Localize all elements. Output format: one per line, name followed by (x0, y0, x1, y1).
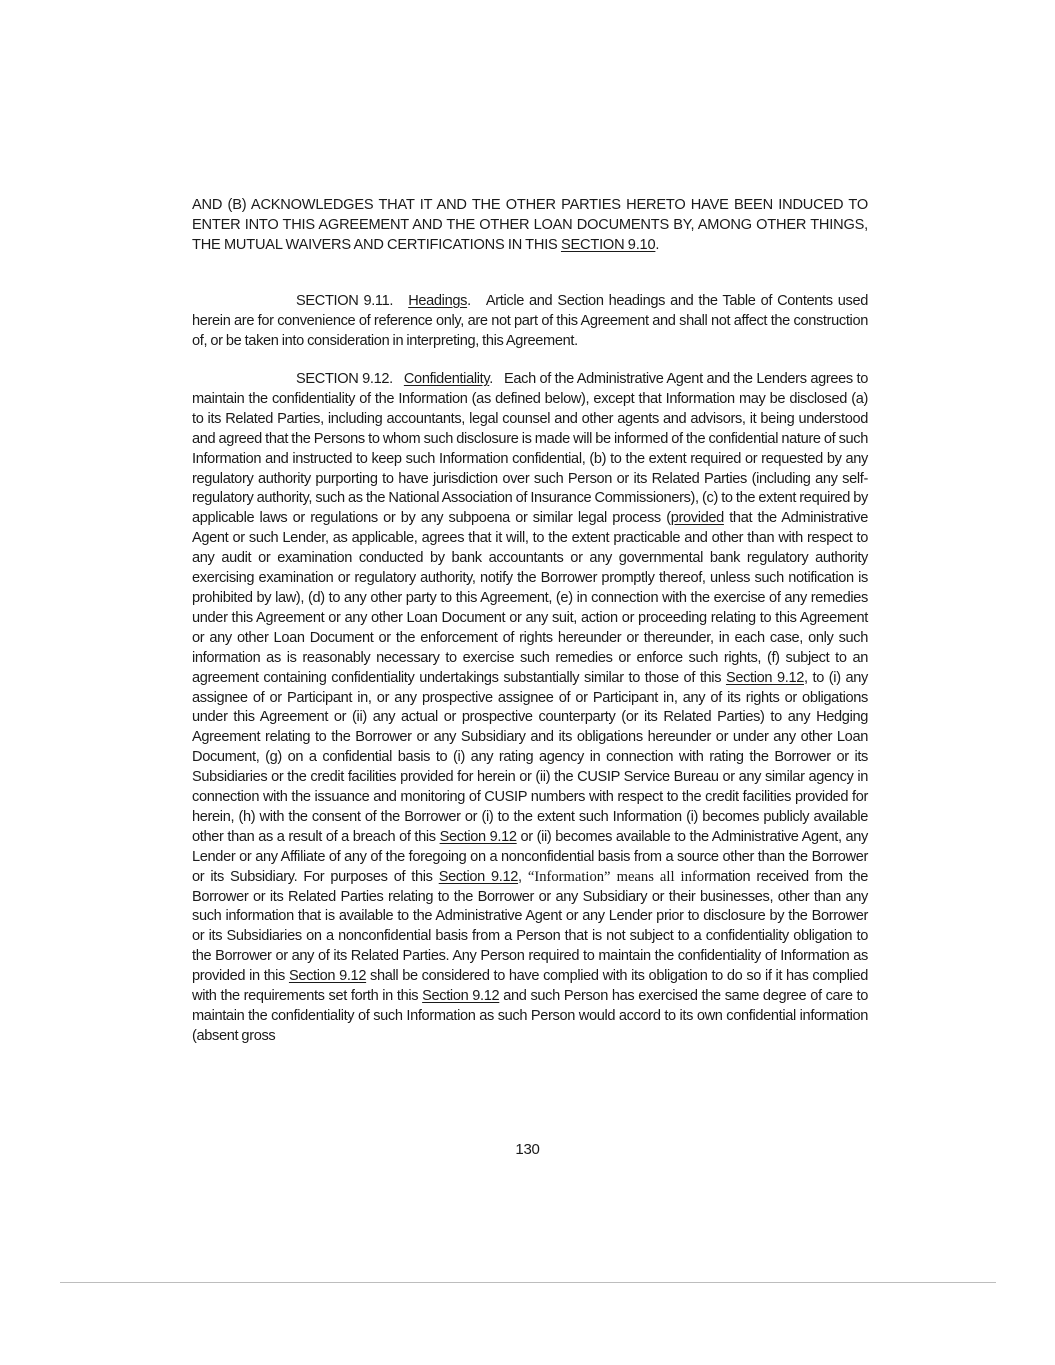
section-9-12-body-part-1: Each of the Administrative Agent and the Lenders agrees to maintain the confidentiality of the Information (as defined below), except that Information may be disclosed (a) to its Related Parties, including accountants, legal counsel and other agents and advisors, it being understood and agreed that the Persons to whom such disclosure is made will be informed of the confidential nature of such Information and instructed to keep such Information confidential, (b) to the extent required or requested by any regulatory authority purporting to have jurisdiction over such Person or its Related Parties (including any self-regulatory authority, such as the National Association of Insurance Commissioners), (c) to the extent required by applicable laws or regulations or by any subpoena or similar legal process ( (192, 371, 868, 527)
paragraph-mutual-waivers (192, 196, 868, 256)
section-9-12-body-part-6: rmation received from the Borrower or its Related Parties relating to the Borrower or any Subsidiary or their businesses, other than any such information that is available to the Administrative Agent or any Lender prior to disclosure by the Borrower or its Subsidiaries on a nonconfidential basis from a Person that is not subject to a confidentiality obligation to the Borrower or any of its Related Parties. Any Person required to maintain the confidentiality of Information as provided in this (192, 868, 869, 985)
section-9-12-body-part-8: and such Person has exercised the same degree of care to maintain the confidentiality of such Information as such Person would accord to its own confidential information (absent gross (192, 988, 869, 1044)
section-9-12-paragraph (192, 370, 868, 1047)
section-9-12-body-part-4: or (ii) becomes available to the Administrative Agent, any Lender or any Affiliate of any of the foregoing on a nonconfidential basis from a source other than the Borrower or its Subsidiary. For purposes of this (192, 828, 869, 885)
section-9-12-reference: Section 9.12 (725, 669, 804, 686)
information-definition-serif: “Information” means all info (527, 868, 705, 885)
section-9-12-reference: Section 9.12 (422, 988, 500, 1005)
section-9-12-body-part-3: , to (i) any assignee of or Participant in, or any prospective assignee of or Participant in, any of its rights or obligations under this Agreement or (ii) any actual or prospective counterparty (or its Related Parties) to any Hedging Agreement relating to the Borrower or any Subsidiary and its obligations hereunder or under any other Loan Document, (g) on a confidential basis to (i) any rating agency in connection with rating the Borrower or its Subsidiaries or the credit facilities provided for herein or (ii) the CUSIP Service Bureau or any similar agency in connection with the issuance and monitoring of CUSIP numbers with respect to the credit facilities provided for herein, (h) with the consent of the Borrower or (i) to the extent such Information (i) becomes publicly available other than as a result of a breach of this (192, 669, 868, 845)
section-9-11-paragraph (192, 292, 868, 352)
section-9-12-reference: Section 9.12 (439, 828, 517, 845)
section-9-12-reference: Section 9.12 (288, 968, 367, 985)
section-9-11-title-end: . (467, 293, 471, 309)
page-number: 130 (515, 1141, 540, 1158)
section-9-11-title: Headings (408, 293, 468, 309)
paragraph-caps-text: AND (B) ACKNOWLEDGES THAT IT AND THE OTHER PARTIES HERETO HAVE BEEN INDUCED TO ENTER INTO THIS AGREEMENT AND THE OTHER LOAN DOCUMENTS BY, AMONG OTHER THINGS, THE MUTUAL WAIVERS AND CERTIFICATIONS IN THIS (192, 197, 868, 253)
section-9-12-body-part-5: , (518, 868, 528, 885)
section-9-12-title-end: . (489, 371, 493, 387)
provided-term: provided (670, 510, 724, 527)
section-9-12-body-part-2: that the Administrative Agent or such Lender, as applicable, agrees that it will, to the extent practicable and other than with respect to any audit or examination conducted by bank accountants or any governmental bank regulatory authority exercising examination or regulatory authority, notify the Borrower promptly thereof, unless such notification is prohibited by law), (d) to any other party to this Agreement, (e) in connection with the exercise of any remedies under this Agreement or any other Loan Document or any suit, action or proceeding relating to this Agreement or any other Loan Document or the enforcement of rights hereunder or thereunder, in each case, only such information as is reasonably necessary to exercise such remedies or enforce such rights, (f) subject to an agreement containing confidentiality undertakings substantially similar to those of this (192, 510, 868, 686)
page-divider (60, 1282, 996, 1283)
section-9-10-reference: SECTION 9.10 (560, 236, 656, 253)
paragraph-caps-end: . (655, 236, 660, 253)
section-9-11-number: SECTION 9.11. (296, 293, 394, 309)
section-9-12-reference: Section 9.12 (438, 868, 519, 885)
section-9-12-title: Confidentiality (403, 371, 490, 387)
section-9-12-number: SECTION 9.12. (296, 371, 393, 387)
section-9-12-body-part-7: shall be considered to have complied with its obligation to do so if it has complied with the requirements set forth in this (192, 968, 869, 1005)
section-9-11-body: Article and Section headings and the Table of Contents used herein are for convenience of reference only, are not part of this Agreement and shall not affect the construction of, or be taken into consideration in interpreting, this Agreement. (192, 293, 868, 349)
